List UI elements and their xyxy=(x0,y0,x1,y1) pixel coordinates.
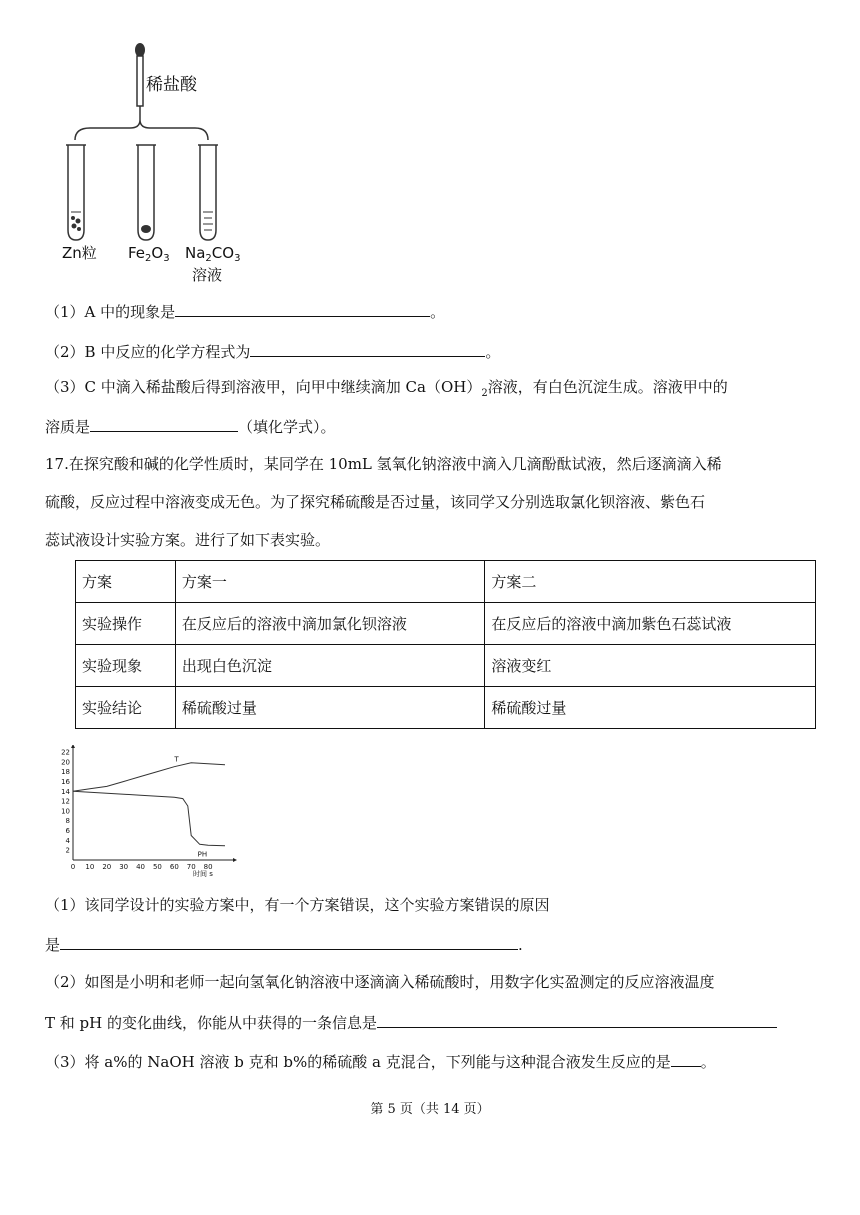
table-cell: 稀硫酸过量 xyxy=(485,687,816,729)
tube-label-a: Zn粒 xyxy=(62,244,97,262)
series-line-t xyxy=(73,763,225,792)
x-tick-label: 0 xyxy=(70,863,76,871)
table-cell: 实验操作 xyxy=(76,603,176,645)
table-row xyxy=(76,645,816,687)
q17-part1-line1: （1）该同学设计的实验方案中，有一个方案错误，这个实验方案错误的原因 xyxy=(45,896,550,914)
x-tick-label: 50 xyxy=(152,863,162,871)
series-label: T xyxy=(174,755,179,764)
q17-intro-line1: 17.在探究酸和碱的化学性质时，某同学在 10mL 氢氧化钠溶液中滴入几滴酚酞试液，然后逐滴滴入稀 xyxy=(45,455,722,473)
table-cell: 方案 xyxy=(76,561,176,603)
series-label: PH xyxy=(197,850,208,859)
table-cell: 溶液变红 xyxy=(485,645,816,687)
table-cell: 实验结论 xyxy=(76,687,176,729)
dropper-label: 稀盐酸 xyxy=(146,75,197,95)
q17-part1-line2: 是 . xyxy=(45,933,523,955)
table-row xyxy=(76,687,816,729)
q16-part2: （2）B 中反应的化学方程式为 。 xyxy=(45,340,500,362)
dropper-tube xyxy=(137,56,143,106)
x-axis-arrow xyxy=(233,858,237,862)
table-cell: 实验现象 xyxy=(76,645,176,687)
x-tick-label: 30 xyxy=(119,863,129,871)
x-tick-label: 40 xyxy=(136,863,146,871)
x-tick-label: 80 xyxy=(203,863,213,871)
answer-blank[interactable] xyxy=(250,340,485,357)
y-axis-arrow xyxy=(71,745,75,748)
table-row xyxy=(76,603,816,645)
q16-part3-line1: （3）C 中滴入稀盐酸后得到溶液甲，向甲中继续滴加 $Ca(OH)_2$溶液，有白色沉淀生成。溶液甲中的 xyxy=(45,378,728,399)
table-row xyxy=(76,561,816,603)
y-tick-label: 4 xyxy=(65,836,70,845)
x-unit-label: 时间 s xyxy=(193,870,213,878)
test-tube-a xyxy=(66,145,86,240)
answer-blank[interactable] xyxy=(60,933,518,950)
y-tick-label: 12 xyxy=(61,797,70,806)
answer-blank[interactable] xyxy=(671,1050,701,1067)
y-tick-label: 14 xyxy=(61,787,70,796)
x-tick-label: 70 xyxy=(186,863,196,871)
q17-intro-line3: 蕊试液设计实验方案。进行了如下表实验。 xyxy=(45,531,331,549)
table-cell: 在反应后的溶液中滴加氯化钡溶液 xyxy=(175,603,485,645)
q16-part1: （1）A 中的现象是 。 xyxy=(45,300,445,322)
tube-label-b: $Fe_2O_3$ xyxy=(128,244,170,264)
y-tick-label: 6 xyxy=(65,827,70,836)
experiment-table xyxy=(75,560,816,729)
answer-blank[interactable] xyxy=(377,1011,777,1028)
x-tick-label: 20 xyxy=(102,863,112,871)
x-tick-label: 60 xyxy=(169,863,179,871)
answer-blank[interactable] xyxy=(90,415,238,432)
y-tick-label: 10 xyxy=(61,807,70,816)
apparatus-figure xyxy=(60,40,260,290)
y-tick-label: 18 xyxy=(61,768,70,777)
y-tick-label: 22 xyxy=(61,748,70,757)
x-tick-label: 10 xyxy=(85,863,95,871)
test-tube-c xyxy=(198,145,218,240)
page-footer: 第 5 页（共 14 页） xyxy=(370,1102,490,1117)
y-tick-label: 20 xyxy=(61,758,70,767)
table-cell: 稀硫酸过量 xyxy=(175,687,485,729)
temperature-ph-chart xyxy=(55,745,245,880)
series-line-ph xyxy=(73,791,225,846)
tube-label-c-line2: 溶液 xyxy=(192,266,223,284)
q17-part3: （3）将 a%的 NaOH 溶液 b 克和 b%的稀硫酸 a 克混合，下列能与这种混合液发生反应的是 。 xyxy=(45,1050,716,1072)
q17-part2-line1: （2）如图是小明和老师一起向氢氧化钠溶液中逐滴滴入稀硫酸时，用数字化实盈测定的反应溶液温度 xyxy=(45,973,715,991)
test-tube-b xyxy=(136,145,156,240)
dropper-bulb xyxy=(135,43,145,57)
y-tick-label: 2 xyxy=(65,846,70,855)
table-cell: 出现白色沉淀 xyxy=(175,645,485,687)
answer-blank[interactable] xyxy=(175,300,430,317)
q17-intro-line2: 硫酸，反应过程中溶液变成无色。为了探究稀硫酸是否过量，该同学又分别选取氯化钡溶液、紫色石 xyxy=(45,493,706,511)
q16-part3-line2: 溶质是 （填化学式）。 xyxy=(45,415,336,437)
y-tick-label: 16 xyxy=(61,777,70,786)
q17-part2-line2: T 和 pH 的变化曲线，你能从中获得的一条信息是 xyxy=(45,1011,777,1033)
brace xyxy=(75,120,208,140)
tube-label-c: $Na_2CO_3$ xyxy=(185,244,241,264)
table-cell: 方案二 xyxy=(485,561,816,603)
table-cell: 方案一 xyxy=(175,561,485,603)
table-cell: 在反应后的溶液中滴加紫色石蕊试液 xyxy=(485,603,816,645)
y-tick-label: 8 xyxy=(65,817,70,826)
